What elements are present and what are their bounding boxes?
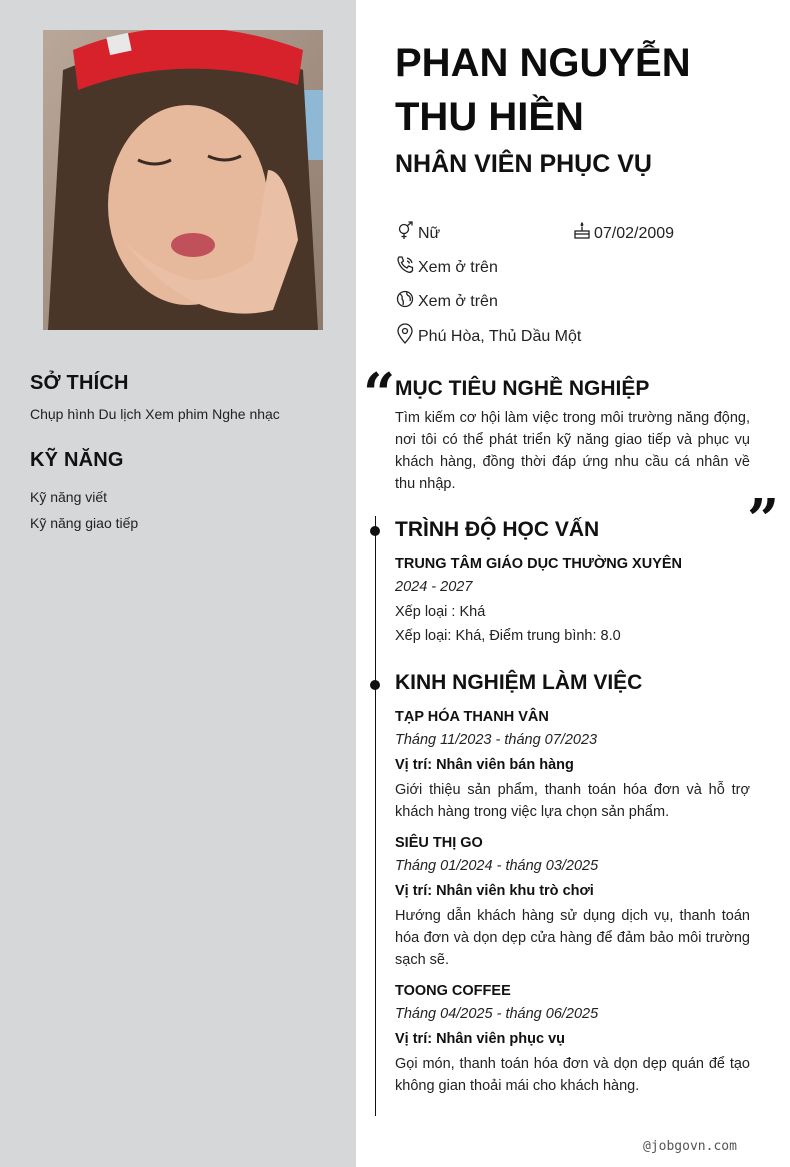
website-info xyxy=(395,289,498,314)
job-description: Gọi món, thanh toán hóa đơn và dọn dẹp quán để tạo không gian thoải mái cho khách hàng. xyxy=(395,1056,750,1094)
open-quote-icon: “ xyxy=(363,361,396,427)
job-position: Vị trí: Nhân viên phục vụ xyxy=(395,1031,565,1047)
job-period: Tháng 01/2024 - tháng 03/2025 xyxy=(395,858,599,874)
phone-value: Xem ở trên xyxy=(418,258,498,276)
job-description: Giới thiệu sản phẩm, thanh toán hóa đơn và hỗ trợ khách hàng trong việc lựa chọn sản phẩm. xyxy=(395,782,750,820)
candidate-name: PHAN NGUYỄN THU HIỀN xyxy=(395,41,691,139)
job-company: TẠP HÓA THANH VÂN xyxy=(395,709,549,725)
skill-item: Kỹ năng viết xyxy=(30,489,108,505)
cake-icon xyxy=(573,221,594,246)
job-period: Tháng 11/2023 - tháng 07/2023 xyxy=(395,732,598,748)
hobbies-text: Chụp hình Du lịch Xem phim Nghe nhạc xyxy=(30,406,280,422)
objective-text: Tìm kiếm cơ hội làm việc trong môi trường năng động, nơi tôi có thể phát triển kỹ năng giao tiếp và phục vụ khách hàng, đồng thời đáp ứng nhu cầu cá nhân về thu nhập. xyxy=(395,410,750,492)
education-rank: Xếp loại : Khá xyxy=(395,604,486,620)
website-value: Xem ở trên xyxy=(418,292,498,310)
education-school: TRUNG TÂM GIÁO DỤC THƯỜNG XUYÊN xyxy=(395,556,683,572)
job-period: Tháng 04/2025 - tháng 06/2025 xyxy=(395,1006,599,1022)
timeline-dot xyxy=(370,526,380,536)
skills-title: KỸ NĂNG xyxy=(30,449,124,471)
location-pin-icon xyxy=(395,323,418,350)
candidate-job-title: NHÂN VIÊN PHỤC VỤ xyxy=(395,150,652,178)
skills-section xyxy=(30,449,340,536)
education-gpa: Xếp loại: Khá, Điểm trung bình: 8.0 xyxy=(395,628,621,644)
birthday-info xyxy=(573,221,674,246)
close-quote-icon: ” xyxy=(747,487,780,553)
job-company: SIÊU THỊ GO xyxy=(395,835,483,851)
gender-info xyxy=(395,221,440,246)
gender-value: Nữ xyxy=(418,224,441,242)
profile-photo xyxy=(43,30,323,330)
address-info xyxy=(395,323,581,350)
job-position: Vị trí: Nhân viên khu trò chơi xyxy=(395,883,594,899)
timeline-dot xyxy=(370,680,380,690)
footer-watermark: @jobgovn.com xyxy=(643,1139,737,1154)
phone-info xyxy=(395,255,498,280)
education-title: TRÌNH ĐỘ HỌC VẤN xyxy=(395,518,600,541)
birthday-value: 07/02/2009 xyxy=(594,224,675,242)
education-period: 2024 - 2027 xyxy=(395,579,473,595)
objective-title: MỤC TIÊU NGHỀ NGHIỆP xyxy=(395,377,650,400)
hobbies-title: SỞ THÍCH xyxy=(30,372,129,394)
job-description: Hướng dẫn khách hàng sử dụng dịch vụ, thanh toán hóa đơn và dọn dẹp cửa hàng để đảm bảo môi trường sạch sẽ. xyxy=(395,908,750,968)
gender-icon xyxy=(395,221,418,246)
timeline-line xyxy=(375,516,376,1116)
hobbies-section xyxy=(30,372,340,422)
skill-item: Kỹ năng giao tiếp xyxy=(30,515,139,531)
job-company: TOONG COFFEE xyxy=(395,983,511,999)
job-position: Vị trí: Nhân viên bán hàng xyxy=(395,757,574,773)
address-value: Phú Hòa, Thủ Dầu Một xyxy=(418,327,582,345)
globe-icon xyxy=(395,289,418,314)
phone-icon xyxy=(395,255,418,280)
experience-title: KINH NGHIỆM LÀM VIỆC xyxy=(395,671,643,694)
